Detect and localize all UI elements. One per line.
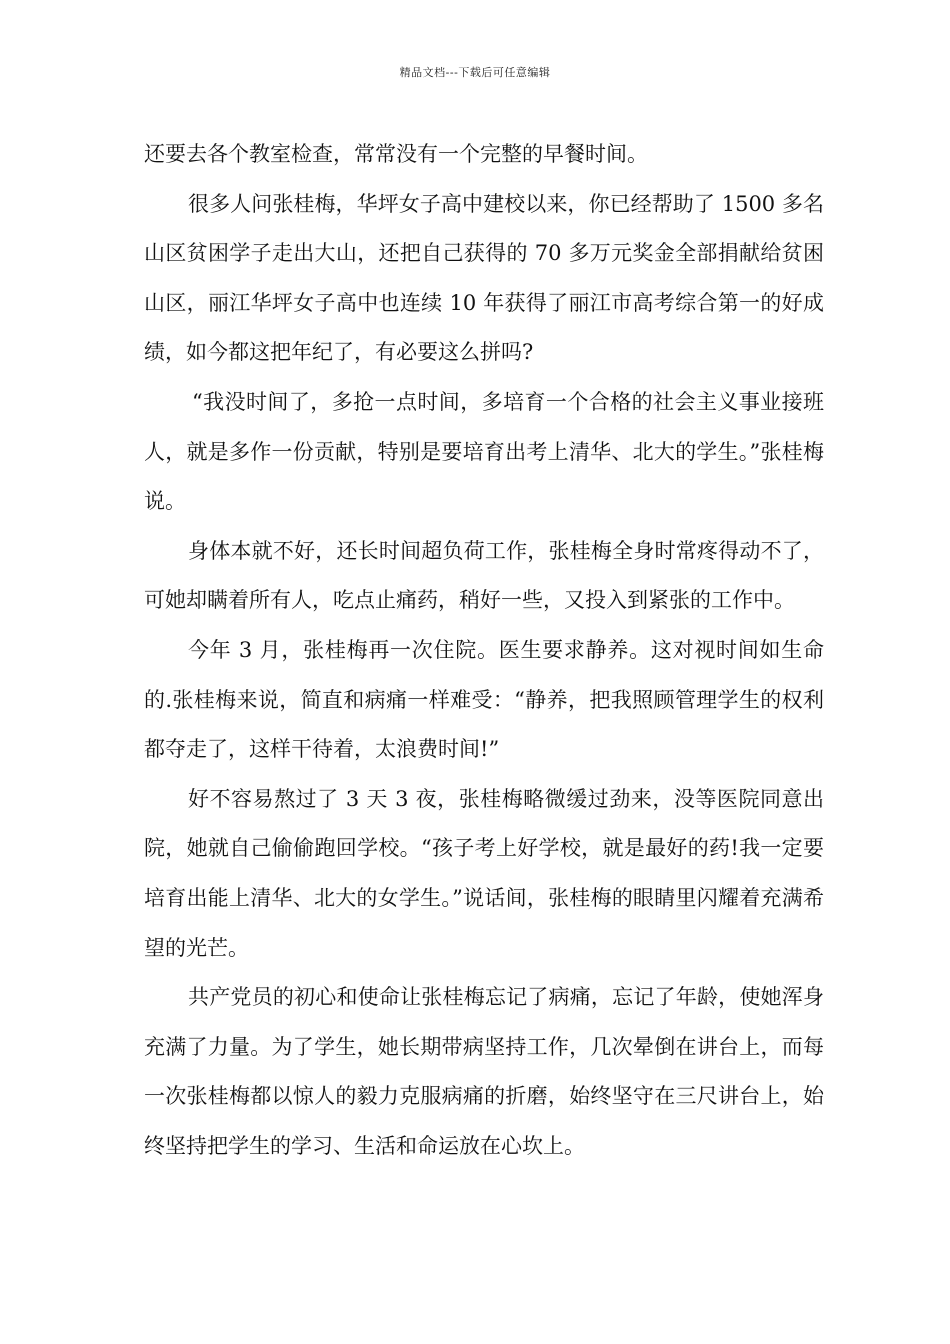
document-body — [144, 130, 824, 1171]
paragraph: 很多人问张桂梅，华坪女子高中建校以来，你已经帮助了 1500 多名山区贫困学子走出大山，还把自己获得的 70 多万元奖金全部捐献给贫困山区，丽江华坪女子高中也连续 10 年获得了丽江市高考综合第一的好成绩，如今都这把年纪了，有必要这么拼吗? — [144, 191, 824, 365]
paragraph: 共产党员的初心和使命让张桂梅忘记了病痛，忘记了年龄，使她浑身充满了力量。为了学生，她长期带病坚持工作，几次晕倒在讲台上，而每一次张桂梅都以惊人的毅力克服病痛的折磨，始终坚守在三尺讲台上，始终坚持把学生的学习、生活和命运放在心坎上。 — [144, 985, 824, 1158]
paragraph-quote: “我没时间了，多抢一点时间，多培育一个合格的社会主义事业接班人，就是多作一份贡献，特别是要培育出考上清华、北大的学生。”张桂梅说。 — [144, 389, 824, 514]
page-header: 精品文档---下载后可任意编辑 — [399, 66, 551, 79]
paragraph-continuation: 还要去各个教室检查，常常没有一个完整的早餐时间。 — [144, 142, 648, 166]
paragraph: 身体本就不好，还长时间超负荷工作，张桂梅全身时常疼得动不了，可她却瞒着所有人，吃点止痛药，稍好一些，又投入到紧张的工作中。 — [144, 538, 824, 613]
paragraph: 好不容易熬过了 3 天 3 夜，张桂梅略微缓过劲来，没等医院同意出院，她就自己偷偷跑回学校。“孩子考上好学校，就是最好的药!我一定要培育出能上清华、北大的女学生。”说话间，张桂梅的眼睛里闪耀着充满希望的光芒。 — [144, 786, 824, 960]
paragraph: 今年 3 月，张桂梅再一次住院。医生要求静养。这对视时间如生命的.张桂梅来说，简直和病痛一样难受：“静养，把我照顾管理学生的权利都夺走了，这样干待着，太浪费时间!” — [144, 637, 824, 762]
